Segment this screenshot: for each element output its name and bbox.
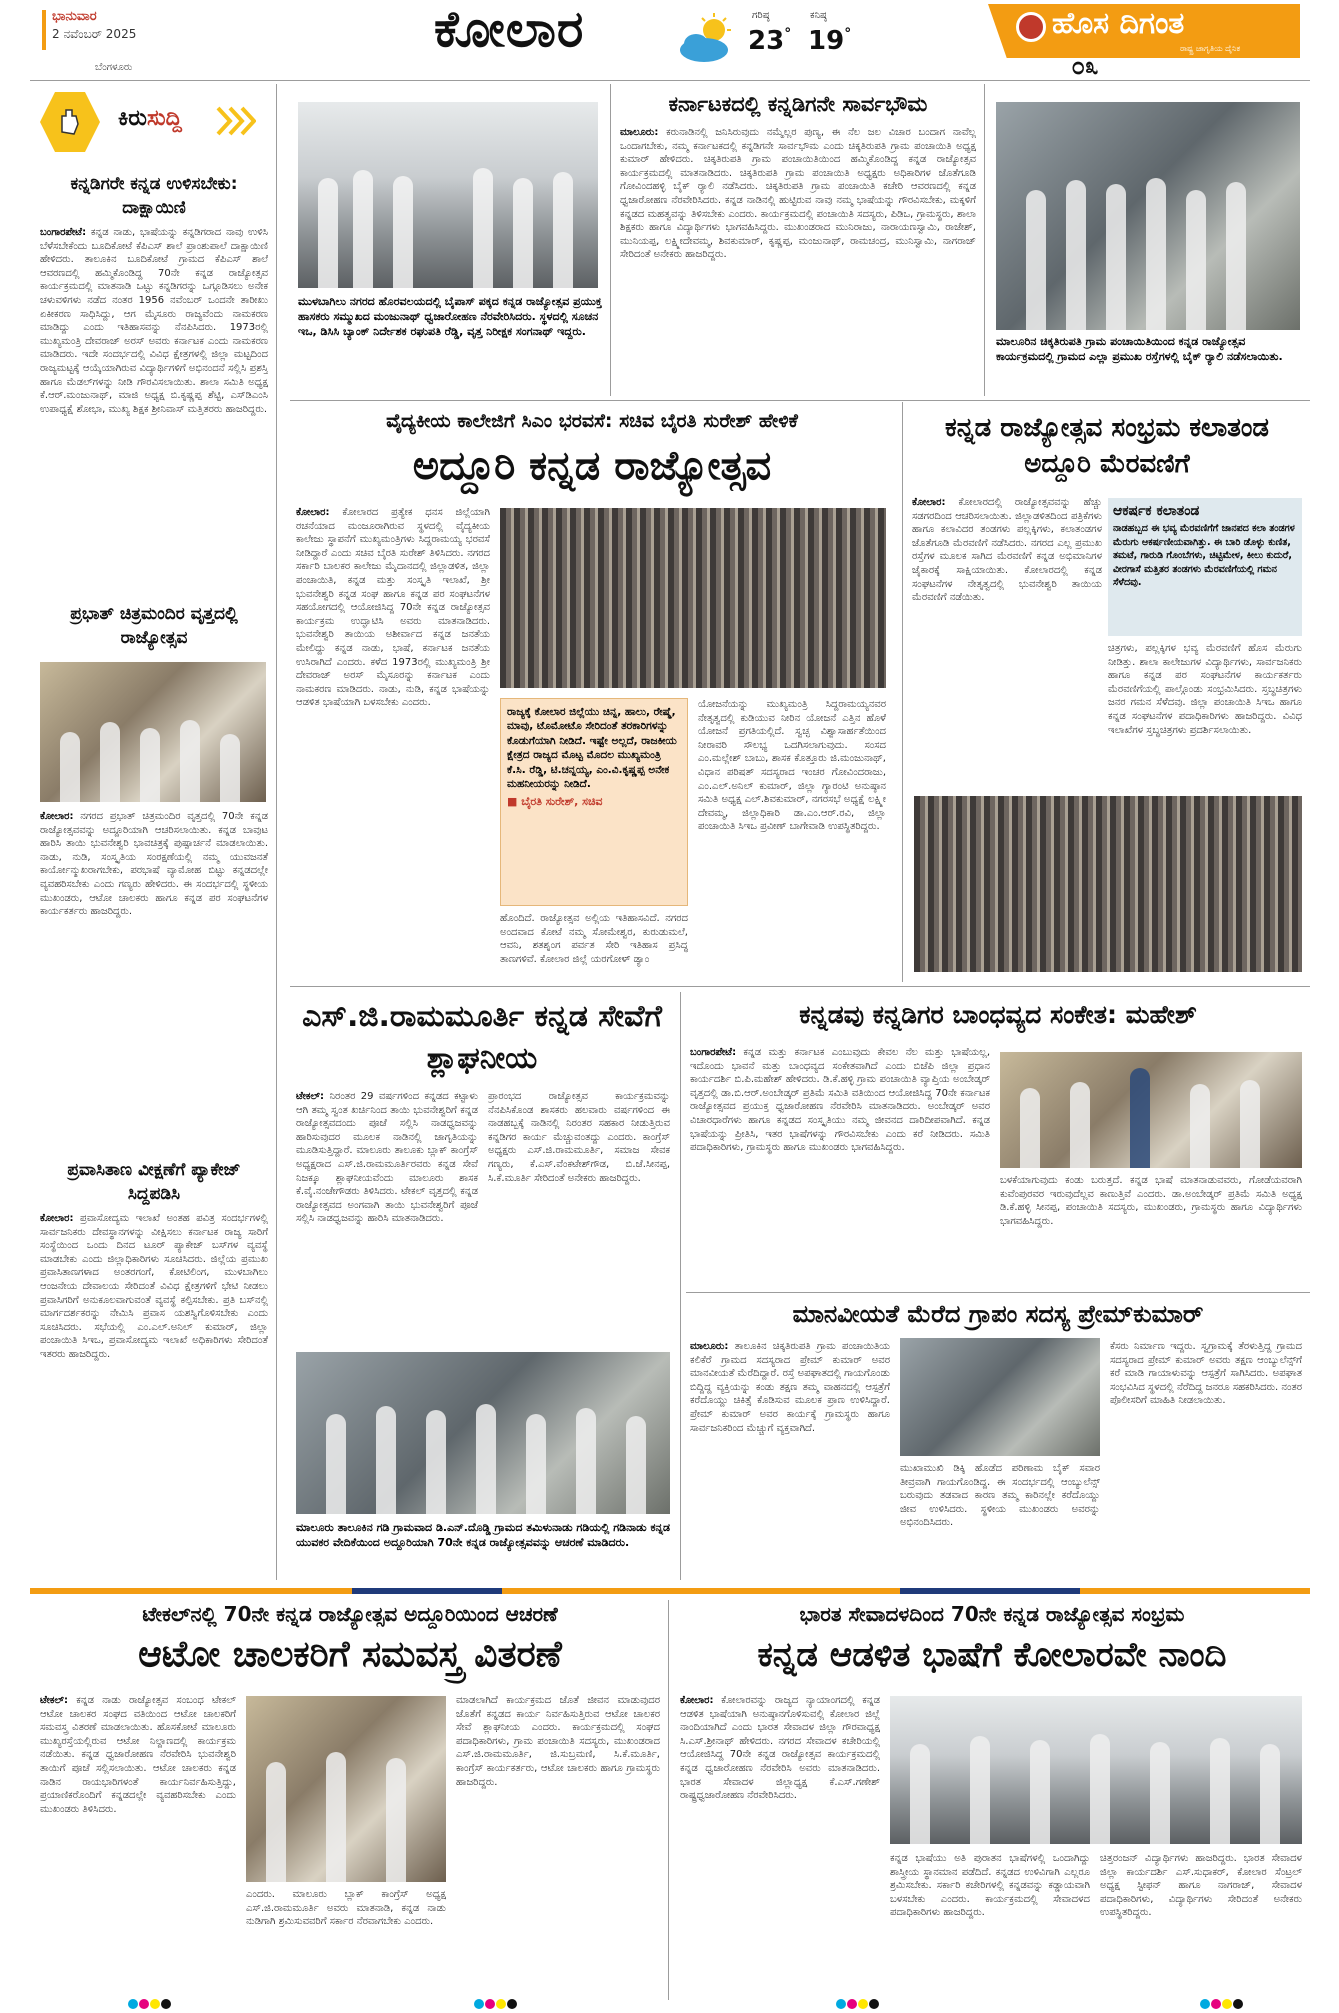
weather-min-value: 19 bbox=[808, 26, 845, 56]
lead-title: ಅದ್ದೂರಿ ಕನ್ನಡ ರಾಜ್ಯೋತ್ಸವ bbox=[412, 443, 772, 489]
ramamurthy-body1-text: ನಿರಂತರ 29 ವರ್ಷಗಳಿಂದ ಕನ್ನಡದ ಕಟ್ಟಾಳು ಆಗಿ ತಮ್ಮ ಸ್ವಂತ ಖರ್ಚಿನಿಂದ ತಾಯಿ ಭುವನೇಶ್ವರಿಗೆ ಕನ್ನಡ ರಾಜ್ಯೋತ್ಸವದಂದು ಪೂಜೆ ಸಲ್ಲಿಸಿ ನಾಡಧ್ವಜವನ್ನು ಹಾರಿಸುವುದರ ಮೂಲಕ ನಾಡಿನಲ್ಲಿ ಜಾಗೃತಿಯನ್ನು ಮೂಡಿಸುತ್ತಿದ್ದಾರೆ. ಮಾಲೂರು ತಾಲೂಕು ಬ್ಲಾಕ್ ಕಾಂಗ್ರೆಸ್ ಅಧ್ಯಕ್ಷರಾದ ಎಸ್.ಜಿ.ರಾಮಮೂರ್ತಿರವರು ಕನ್ನಡ ಸೇವೆ ನಿಜಕ್ಕೂ ಶ್ಲಾಘನೀಯವೆಂದು ಮಾಲೂರು ಶಾಸಕ ಕೆ.ವೈ.ನಂಜೇಗೌಡರು ತಿಳಿಸಿದರು. ಟೇಕಲ್ ವೃತ್ತದಲ್ಲಿ ಕನ್ನಡ ರಾಜ್ಯೋತ್ಸವದ ಅಂಗವಾಗಿ ತಾಯಿ ಭುವನೇಶ್ವರಿಗೆ ಪೂಜೆ ಸಲ್ಲಿಸಿ ನಾಡಧ್ವಜವನ್ನು ಹಾರಿಸಿ ಮಾತನಾಡಿದರು. bbox=[296, 1091, 478, 1225]
col-divider-mid bbox=[902, 402, 903, 982]
ramamurthy-dateline: ಟೇಕಲ್: bbox=[296, 1091, 325, 1102]
sarvabhauma-title: ಕರ್ನಾಟಕದಲ್ಲಿ ಕನ್ನಡಿಗನೇ ಸಾರ್ವಭೌಮ bbox=[668, 92, 928, 116]
kalatanda-body2: ಚಿತ್ರಗಳು, ಪಲ್ಲಕ್ಕಿಗಳ ಭವ್ಯ ಮೆರವಣಿಗೆ ಹೊಸ ಮೆರುಗು ನೀಡಿತ್ತು. ಶಾಲಾ ಕಾಲೇಜುಗಳ ವಿದ್ಯಾರ್ಥಿಗಳು, ಸಾರ್ವಜನಿಕರು ಹಾಗೂ ಕನ್ನಡ ಪರ ಸಂಘಟನೆಗಳ ಕಾರ್ಯಕರ್ತರು ಮೆರವಣಿಗೆಯಲ್ಲಿ ಪಾಲ್ಗೊಂಡು ಸಂಭ್ರಮಿಸಿದರು. ಸ್ತಬ್ಧಚಿತ್ರಗಳು ಜನರ ಗಮನ ಸೆಳೆದವು. ಜಿಲ್ಲಾ ಪಂಚಾಯಿತಿ ಸಿಇಒ ಹಾಗೂ ಕನ್ನಡ ಸಂಘಟನೆಗಳ ಪದಾಧಿಕಾರಿಗಳು ಹಾಜರಿದ್ದರು. ವಿವಿಧ ಇಲಾಖೆಗಳ ಸ್ತಬ್ಧಚಿತ್ರಗಳು ಪ್ರದರ್ಶಿಸಲಾಯಿತು. bbox=[1108, 643, 1302, 736]
weather-min-unit: ° bbox=[844, 26, 852, 42]
masthead-date: 2 ನವೆಂಬರ್ 2025 bbox=[52, 27, 137, 41]
premkumar-photo bbox=[900, 1338, 1100, 1456]
kirusuddi-logo-a: ಕಿರು bbox=[118, 106, 147, 131]
bottom-left-photo bbox=[246, 1696, 446, 1882]
registration-dots-2 bbox=[474, 1994, 518, 2013]
weather-cloud-icon bbox=[676, 12, 742, 64]
mahesh-dateline: ಬಂಗಾರಪೇಟೆ: bbox=[690, 1047, 737, 1058]
col-divider-bottom bbox=[668, 1600, 669, 2000]
kirusuddi-s2-dateline: ಕೋಲಾರ: bbox=[40, 811, 74, 822]
lead-dateline: ಕೋಲಾರ: bbox=[296, 507, 330, 518]
kalatanda-title: ಕನ್ನಡ ರಾಜ್ಯೋತ್ಸವ ಸಂಭ್ರಮ ಕಲಾತಂಡ ಅದ್ದೂರಿ ಮೆರವಣಿಗೆ bbox=[945, 413, 1269, 479]
mahesh-body2: ಬಳಕೆಯಾಗುವುದು ಕಂಡು ಬರುತ್ತದೆ. ಕನ್ನಡ ಭಾಷೆ ಮಾತನಾಡುವವರು, ಗೋಡೆಯವರಾಗಿ ಕುವೆಂಪುರವರ ಇರುವುದೆಲ್ಲವ ಕಾಣುತ್ತಿವೆ ಎಂದರು. ಡಾ.ಅಂಬೇಡ್ಕರ್ ಪ್ರತಿಮೆ ಸಮಿತಿ ಅಧ್ಯಕ್ಷ ಡಿ.ಕೆ.ಹಳ್ಳಿ ಸೀನಪ್ಪ, ಪಂಚಾಯಿತಿ ಸದಸ್ಯರು, ಮುಖಂಡರು, ಗ್ರಾಮಸ್ಥರು ಹಾಗೂ ವಿದ್ಯಾರ್ಥಿಗಳು ಭಾಗವಹಿಸಿದ್ದರು. bbox=[1000, 1175, 1302, 1227]
masthead-city: ಬೆಂಗಳೂರು bbox=[95, 62, 133, 73]
kirusuddi-chevrons bbox=[216, 106, 256, 136]
bottom-right-body1 bbox=[680, 1694, 880, 1988]
mahesh-body1 bbox=[690, 1046, 990, 1288]
kirusuddi-s2-body bbox=[40, 810, 268, 1152]
gaddi-photo-caption: ಮಾಲೂರು ತಾಲೂಕಿನ ಗಡಿ ಗ್ರಾಮವಾದ ಡಿ.ಎನ್.ದೊಡ್ಡಿ ಗ್ರಾಮದ ತಮಿಳುನಾಡು ಗಡಿಯಲ್ಲಿ ಗಡಿನಾಡು ಕನ್ನಡ ಯುವಕರ ವೇದಿಕೆಯಿಂದ ಅದ್ದೂರಿಯಾಗಿ 70ನೇ ಕನ್ನಡ ರಾಜ್ಯೋತ್ಸವವನ್ನು ಆಚರಣೆ ಮಾಡಿದರು. bbox=[296, 1521, 670, 1549]
bottom-left-body1 bbox=[40, 1694, 236, 1988]
lead-quote-text: ರಾಜ್ಯಕ್ಕೆ ಕೋಲಾರ ಜಿಲ್ಲೆಯು ಚಿನ್ನ, ಹಾಲು, ರೇಷ್ಮೆ, ಮಾವು, ಟೊಮೋಟೊ ಸೇರಿದಂತೆ ತರಕಾರಿಗಳನ್ನು ಕೊಡುಗೆಯಾಗಿ ನೀಡಿದೆ. ಇಷ್ಟೇ ಅಲ್ಲದೆ, ರಾಜಕೀಯ ಕ್ಷೇತ್ರದ ರಾಜ್ಯದ ಮೊಟ್ಟ ಮೊದಲ ಮುಖ್ಯಮಂತ್ರಿ ಕೆ.ಸಿ. ರೆಡ್ಡಿ, ಟಿ.ಚನ್ನಯ್ಯ, ಎಂ.ವಿ.ಕೃಷ್ಣಪ್ಪ ಅನೇಕ ಮಹನೀಯರನ್ನು ನೀಡಿದೆ. bbox=[507, 706, 677, 791]
lead-quote-box bbox=[500, 698, 688, 906]
bottom-left-title: ಆಟೋ ಚಾಲಕರಿಗೆ ಸಮವಸ್ತ್ರ ವಿತರಣೆ bbox=[138, 1634, 562, 1675]
lead-photo bbox=[500, 508, 886, 688]
gaddi-photo bbox=[296, 1352, 670, 1514]
bottom-left-body1-text: ಕನ್ನಡ ನಾಡು ರಾಜ್ಯೋತ್ಸವ ಸಂಬಂಧ ಟೇಕಲ್ ಆಟೋ ಚಾಲಕರ ಸಂಘದ ವತಿಯಿಂದ ಆಟೋ ಚಾಲಕರಿಗೆ ಸಮವಸ್ತ್ರ ವಿತರಣೆ ಮಾಡಲಾಯಿತು. ಹೊಸಕೋಟೆ ಮಾಲೂರು ಮುಖ್ಯರಸ್ತೆಯಲ್ಲಿರುವ ಆಟೋ ನಿಲ್ದಾಣದಲ್ಲಿ ಕಾರ್ಯಕ್ರಮ ನಡೆಯಿತು. ಕನ್ನಡ ಧ್ವಜಾರೋಹಣ ನೆರವೇರಿಸಿ ಭುವನೇಶ್ವರಿ ತಾಯಿಗೆ ಪೂಜೆ ಸಲ್ಲಿಸಲಾಯಿತು. ಆಟೋ ಚಾಲಕರು ಕನ್ನಡ ನಾಡಿನ ರಾಯಭಾರಿಗಳಂತೆ ಕಾರ್ಯನಿರ್ವಹಿಸುತ್ತಿದ್ದು, ಪ್ರಯಾಣಿಕರೊಂದಿಗೆ ಕನ್ನಡದಲ್ಲೇ ವ್ಯವಹರಿಸಬೇಕು ಎಂದು ಮುಖಂಡರು ತಿಳಿಸಿದರು. bbox=[40, 1695, 236, 1815]
registration-dots-4 bbox=[1200, 1994, 1244, 2013]
bottom-right-photo bbox=[890, 1696, 1302, 1844]
ramamurthy-title: ಎಸ್.ಜಿ.ರಾಮಮೂರ್ತಿ ಕನ್ನಡ ಸೇವೆಗೆ ಶ್ಲಾಘನೀಯ bbox=[302, 999, 662, 1076]
top-photo-2-caption: ಮಾಲೂರಿನ ಚಿಕ್ಕತಿರುಪತಿ ಗ್ರಾಮ ಪಂಚಾಯಿತಿಯಿಂದ ಕನ್ನಡ ರಾಜ್ಯೋತ್ಸವ ಕಾರ್ಯಕ್ರಮದಲ್ಲಿ ಗ್ರಾಮದ ಎಲ್ಲಾ ಪ್ರಮುಖ ರಸ್ತೆಗಳಲ್ಲಿ ಬೈಕ್ ರ‍್ಯಾಲಿ ನಡೆಸಲಾಯಿತು. bbox=[996, 335, 1283, 363]
mid-row-rule bbox=[290, 986, 1310, 987]
col-divider-left bbox=[276, 84, 277, 1580]
premkumar-body2: ಕೆಸರು ನಿರ್ಮಾಣ ಇದ್ದರು. ಸ್ವಗ್ರಾಮಕ್ಕೆ ತೆರಳುತ್ತಿದ್ದ ಗ್ರಾಮದ ಸದಸ್ಯರಾದ ಪ್ರೇಮ್ ಕುಮಾರ್ ಅವರು ತಕ್ಷಣ ಆಂಬ್ಯುಲೆನ್ಸ್‌ಗೆ ಕರೆ ಮಾಡಿ ಗಾಯಾಳುವನ್ನು ಆಸ್ಪತ್ರೆಗೆ ಸಾಗಿಸಿದರು. ಅಪಘಾತ ಸಂಭವಿಸಿದ ಸ್ಥಳದಲ್ಲಿ ನೆರೆದಿದ್ದ ಜನರೂ ಸಹಕರಿಸಿದರು. ನಂತರ ಪೊಲೀಸರಿಗೆ ಮಾಹಿತಿ ನೀಡಲಾಯಿತು. bbox=[1110, 1341, 1302, 1407]
lead-col3: ಹೊಂದಿದೆ. ರಾಜ್ಯೋತ್ಸವ ಅಲ್ಲಿಯ ಇತಿಹಾಸವಿದೆ. ನಗರದ ಅಂದವಾದ ಕೋಟೆ ನಮ್ಮ ಸೋಮೇಶ್ವರ, ಕುರುಡುಮಲೆ, ಆವನಿ, ಶತಶೃಂಗ ಪರ್ವತ ಸೇರಿ ಇತಿಹಾಸ ಪ್ರಸಿದ್ಧ ತಾಣಗಳಿವೆ. ಕೋಲಾರ ಜಿಲ್ಲೆ ಯರಗೋಳ್ ಡ್ಯಾಂ bbox=[500, 913, 688, 965]
premkumar-body1-text: ತಾಲೂಕಿನ ಚಿಕ್ಕತಿರುಪತಿ ಗ್ರಾಮ ಪಂಚಾಯಿತಿಯ ಕಲಿಕೆರೆ ಗ್ರಾಮದ ಸದಸ್ಯರಾದ ಪ್ರೇಮ್ ಕುಮಾರ್ ಅವರ ಮಾನವೀಯತೆ ಮೆರೆದಿದ್ದಾರೆ. ರಸ್ತೆ ಅಪಘಾತದಲ್ಲಿ ಗಾಯಗೊಂಡು ಬಿದ್ದಿದ್ದ ವ್ಯಕ್ತಿಯನ್ನು ಕಂಡು ತಕ್ಷಣ ತಮ್ಮ ವಾಹನದಲ್ಲಿ ಆಸ್ಪತ್ರೆಗೆ ಕರೆದೊಯ್ದು ಚಿಕಿತ್ಸೆ ಕೊಡಿಸುವ ಮೂಲಕ ಪ್ರಾಣ ಉಳಿಸಿದ್ದಾರೆ. ಪ್ರೇಮ್ ಕುಮಾರ್ ಅವರ ಕಾರ್ಯಕ್ಕೆ ಗ್ರಾಮಸ್ಥರು ಹಾಗೂ ಸಾರ್ವಜನಿಕರಿಂದ ಮೆಚ್ಚುಗೆ ವ್ಯಕ್ತವಾಗಿದೆ. bbox=[690, 1341, 890, 1434]
bottom-left-body3: ಎಂದರು. ಮಾಲೂರು ಬ್ಲಾಕ್ ಕಾಂಗ್ರೆಸ್ ಅಧ್ಯಕ್ಷ ಎಸ್.ಜಿ.ರಾಮಮೂರ್ತಿ ಅವರು ಮಾತನಾಡಿ, ಕನ್ನಡ ನಾಡು ನುಡಿಗಾಗಿ ಶ್ರಮಿಸುವವರಿಗೆ ಸರ್ಕಾರ ನೆರವಾಗಬೇಕು ಎಂದರು. bbox=[246, 1889, 446, 1928]
edition-title: ಕೋಲಾರ bbox=[434, 0, 585, 58]
kirusuddi-s3-title: ಪ್ರವಾಸಿತಾಣ ವೀಕ್ಷಣೆಗೆ ಪ್ಯಾಕೇಜ್ ಸಿದ್ದಪಡಿಸಿ bbox=[67, 1160, 241, 1204]
mahesh-rule bbox=[686, 1292, 1310, 1293]
ramamurthy-body1 bbox=[296, 1090, 478, 1328]
section-bar-blue bbox=[352, 1588, 502, 1594]
brand-emblem-icon bbox=[1016, 12, 1046, 42]
kirusuddi-hand-icon bbox=[40, 92, 100, 152]
weather-max bbox=[748, 26, 791, 56]
masthead-day: ಭಾನುವಾರ bbox=[52, 9, 97, 24]
premkumar-body3: ಮುಖಾಮುಖಿ ಡಿಕ್ಕಿ ಹೊಡೆದ ಪರಿಣಾಮ ಬೈಕ್ ಸವಾರ ತೀವ್ರವಾಗಿ ಗಾಯಗೊಂಡಿದ್ದ. ಈ ಸಂದರ್ಭದಲ್ಲಿ ಆಂಬ್ಯುಲೆನ್ಸ್ ಬರುವುದು ತಡವಾದ ಕಾರಣ ತಮ್ಮ ಕಾರಿನಲ್ಲೇ ಕರೆದೊಯ್ದು ಜೀವ ಉಳಿಸಿದರು. ಸ್ಥಳೀಯ ಮುಖಂಡರು ಅವರನ್ನು ಅಭಿನಂದಿಸಿದರು. bbox=[900, 1463, 1100, 1529]
bottom-right-dateline: ಕೋಲಾರ: bbox=[680, 1695, 714, 1706]
col-divider-lower bbox=[680, 992, 681, 1580]
prabhat-photo bbox=[40, 662, 266, 802]
kirusuddi-s1-dateline: ಬಂಗಾರಪೇಟೆ: bbox=[40, 227, 87, 238]
kalatanda-dateline: ಕೋಲಾರ: bbox=[912, 497, 946, 508]
kalatanda-body1-text: ಕೋಲಾರದಲ್ಲಿ ರಾಜ್ಯೋತ್ಸವವನ್ನು ಹೆಚ್ಚು ಸಡಗರದಿಂದ ಆಚರಿಸಲಾಯಿತು. ಜಿಲ್ಲಾಡಳಿತದಿಂದ ಪತ್ರಿಕೆಗಳು ಹಾಗೂ ಕಲಾವಿದರ ತಂಡಗಳು ಪಲ್ಲಕ್ಕಿಗಳು, ಕಲಾತಂಡಗಳ ಜೊತೆಗೂಡಿ ಮೆರವಣಿಗೆ ನಡೆಸಿದರು. ನಗರದ ಎಲ್ಲ ಪ್ರಮುಖ ರಸ್ತೆಗಳ ಮೂಲಕ ಸಾಗಿದ ಮೆರವಣಿಗೆ ಕನ್ನಡ ಅಭಿಮಾನಿಗಳ ಜೈಕಾರಕ್ಕೆ ಸಾಕ್ಷಿಯಾಯಿತು. ಕೋಲಾರದಲ್ಲಿ ಕನ್ನಡ ಸಂಘಟನೆಗಳ ನೇತೃತ್ವದಲ್ಲಿ ಭುವನೇಶ್ವರಿ ತಾಯಿಯ ಮೆರವಣಿಗೆ ನಡೆಯಿತು. bbox=[912, 497, 1102, 604]
kirusuddi-s3-text: ಪ್ರವಾಸೋದ್ಯಮ ಇಲಾಖೆ ಅಂತಹ ಪವಿತ್ರ ಸಂದರ್ಭಗಳಲ್ಲಿ ಸಾರ್ವಜನಿಕರು ದೇವಸ್ಥಾನಗಳನ್ನು ವೀಕ್ಷಿಸಲು ಕರ್ನಾಟಕ ರಾಜ್ಯ ಸಾರಿಗೆ ಸಂಸ್ಥೆಯಿಂದ ಒಂದು ದಿನದ ಟೂರ್ ಪ್ಯಾಕೇಜ್ ಬಸ್‌ಗಳ ವ್ಯವಸ್ಥೆ ಮಾಡಬೇಕು ಎಂದು ಜಿಲ್ಲಾಧಿಕಾರಿಗಳು ಸೂಚಿಸಿದರು. ಜಿಲ್ಲೆಯ ಪ್ರಮುಖ ಪ್ರವಾಸಿತಾಣಗಳಾದ ಅಂತರಗಂಗೆ, ಕೋಟಿಲಿಂಗ, ಮುಳಬಾಗಿಲು ಆಂಜನೇಯ ದೇವಾಲಯ ಸೇರಿದಂತೆ ವಿವಿಧ ಕ್ಷೇತ್ರಗಳಿಗೆ ಭೇಟಿ ನೀಡಲು ಪ್ರವಾಸಿಗರಿಗೆ ಅನುಕೂಲವಾಗುವಂತೆ ವ್ಯವಸ್ಥೆ ಕಲ್ಪಿಸಬೇಕು. ಪ್ರತಿ ಬಸ್‌ನಲ್ಲಿ ಮಾರ್ಗದರ್ಶಕರನ್ನು ನೇಮಿಸಿ ಪ್ರವಾಸ ಯಶಸ್ವಿಗೊಳಿಸಬೇಕು ಎಂದು ಸೂಚಿಸಿದರು. ಸಭೆಯಲ್ಲಿ ಎಂ.ಎಲ್.ಅನಿಲ್ ಕುಮಾರ್, ಜಿಲ್ಲಾ ಪಂಚಾಯಿತಿ ಸಿಇಒ, ಪ್ರವಾಸೋದ್ಯಮ ಇಲಾಖೆ ಅಧಿಕಾರಿಗಳು ಸೇರಿದಂತೆ ಇತರರು ಹಾಜರಿದ್ದರು. bbox=[40, 1213, 268, 1360]
kirusuddi-s3-body bbox=[40, 1212, 268, 1580]
mahesh-body1-text: ಕನ್ನಡ ಮತ್ತು ಕರ್ನಾಟಕ ಎಂಬುವುದು ಕೇವಲ ನೆಲ ಮತ್ತು ಭಾಷೆಯಲ್ಲ, ಇದೊಂದು ಭಾವನೆ ಮತ್ತು ಬಾಂಧವ್ಯದ ಸಂಕೇತವಾಗಿದೆ ಎಂದು ಬಿಜೆಪಿ ಜಿಲ್ಲಾ ಪ್ರಧಾನ ಕಾರ್ಯದರ್ಶಿ ಬಿ.ಪಿ.ಮಹೇಶ್ ಹೇಳಿದರು. ಡಿ.ಕೆ.ಹಳ್ಳಿ ಗ್ರಾಮ ಪಂಚಾಯಿತಿ ವ್ಯಾಪ್ತಿಯ ಅಂಬೇಡ್ಕರ್ ವೃತ್ತದಲ್ಲಿ ಡಾ.ಬಿ.ಆರ್.ಅಂಬೇಡ್ಕರ್ ಪ್ರತಿಮೆ ಸಮಿತಿ ವತಿಯಿಂದ ಆಯೋಜಿಸಿದ್ದ 70ನೇ ಕರ್ನಾಟಕ ರಾಜ್ಯೋತ್ಸವದ ಪ್ರಯುಕ್ತ ಧ್ವಜಾರೋಹಣ ನೆರವೇರಿಸಿ ಮಾತನಾಡಿದರು. ಅಂಬೇಡ್ಕರ್ ಅವರ ವಿಚಾರಧಾರೆಗಳು ಹಾಗೂ ಕನ್ನಡದ ಸಂಸ್ಕೃತಿಯು ನಮ್ಮ ಜೀವನದ ದಾರಿದೀಪವಾಗಿದೆ. ಕನ್ನಡ ಭಾಷೆಯನ್ನು ಪ್ರೀತಿಸಿ, ಇತರ ಭಾಷೆಗಳನ್ನು ಗೌರವಿಸಬೇಕು ಎಂದು ಕರೆ ನೀಡಿದರು. ಸಮಿತಿ ಪದಾಧಿಕಾರಿಗಳು, ಗ್ರಾಮಸ್ಥರು ಹಾಗೂ ಮುಖಂಡರು ಭಾಗವಹಿಸಿದ್ದರು. bbox=[690, 1047, 990, 1154]
kirusuddi-s1-title: ಕನ್ನಡಿಗರೇ ಕನ್ನಡ ಉಳಿಸಬೇಕು: ದಾಕ್ಷಾಯಿಣಿ bbox=[70, 174, 238, 218]
weather-max-label: ಗರಿಷ್ಠ bbox=[752, 10, 770, 21]
lead-col1-text: ಕೋಲಾರದ ಪ್ರತ್ಯೇಕ ಧನಸ ಜಿಲ್ಲೆಯಾಗಿ ರಚನೆಯಾದ ಮಂಜೂರಾಗಿರುವ ಸ್ಥಳದಲ್ಲಿ ವೈದ್ಯಕೀಯ ಕಾಲೇಜು ಸ್ಥಾಪನೆಗೆ ಮುಖ್ಯಮಂತ್ರಿಗಳು ಸಿದ್ದರಾಮಯ್ಯ ಭರವಸೆ ನೀಡಿದ್ದಾರೆ ಎಂದು ಸಚಿವ ಬೈರತಿ ಸುರೇಶ್ ತಿಳಿಸಿದರು. ನಗರದ ಸರ್ಕಾರಿ ಬಾಲಕರ ಕಾಲೇಜು ಮೈದಾನದಲ್ಲಿ ಜಿಲ್ಲಾಡಳಿತ, ಜಿಲ್ಲಾ ಪಂಚಾಯಿತಿ, ಕನ್ನಡ ಮತ್ತು ಸಂಸ್ಕೃತಿ ಇಲಾಖೆ, ಶ್ರೀ ಭುವನೇಶ್ವರಿ ಕನ್ನಡ ಸಂಘ ಹಾಗೂ ಕನ್ನಡ ಪರ ಸಂಘಟನೆಗಳ ಸಹಯೋಗದಲ್ಲಿ ಆಯೋಜಿಸಿದ್ದ 70ನೇ ಕನ್ನಡ ರಾಜ್ಯೋತ್ಸವ ಕಾರ್ಯಕ್ರಮ ಉದ್ಘಾಟಿಸಿ ಅವರು ಮಾತನಾಡಿದರು. ಭುವನೇಶ್ವರಿ ತಾಯಿಯ ಅಶೀರ್ವಾದ ಕನ್ನಡ ಜನತೆಯ ಮೇಲಿದ್ದು ಕನ್ನಡ ನಾಡು, ಭಾಷೆ, ಕರ್ನಾಟಕ ಜನತೆಯ ಉಸಿರಾಗಿದೆ ಎಂದರು. ಕಳೆದ 1973ರಲ್ಲಿ ಮುಖ್ಯಮಂತ್ರಿ ಶ್ರೀ ದೇವರಾಜ್ ಅರಸ್ ಮೈಸೂರನ್ನು ಕರ್ನಾಟಕ ಎಂದು ನಾಮಕರಣ ಮಾಡಿದರು. ನಾಡು, ನುಡಿ, ಕನ್ನಡ ಭಾಷೆಯನ್ನು ಆಡಳಿತ ಭಾಷೆಯಾಗಿ ಬಳಸಬೇಕು ಎಂದರು. bbox=[296, 507, 490, 709]
brand-tagline: ರಾಷ್ಟ್ರ ಜಾಗೃತಿಯ ದೈನಿಕ bbox=[1180, 44, 1241, 53]
registration-dots-1 bbox=[128, 1994, 172, 2013]
weather-max-value: 23 bbox=[748, 26, 785, 56]
masthead bbox=[0, 0, 1339, 80]
mahesh-photo bbox=[1000, 1052, 1302, 1168]
top-photo-1 bbox=[298, 102, 598, 288]
kirusuddi-s3-dateline: ಕೋಲಾರ: bbox=[40, 1213, 74, 1224]
kirusuddi-logo-b: ಸುದ್ದಿ bbox=[146, 106, 182, 131]
bottom-right-body3: ಚಿತ್ತರಂಜನ್ ವಿದ್ಯಾರ್ಥಿಗಳು ಹಾಜರಿದ್ದರು. ಭಾರತ ಸೇವಾದಳ ಜಿಲ್ಲಾ ಕಾರ್ಯದರ್ಶಿ ಎಸ್.ಸುಧಾಕರ್, ಕೋಲಾರ ಸೆಂಟ್ರಲ್ ಅಧ್ಯಕ್ಷ ಸ್ಟೀಫನ್ ಹಾಗೂ ನಾಗರಾಜ್, ಸೇವಾದಳ ಪದಾಧಿಕಾರಿಗಳು, ವಿದ್ಯಾರ್ಥಿಗಳು ಸೇರಿದಂತೆ ಅನೇಕರು ಉಪಸ್ಥಿತರಿದ್ದರು. bbox=[1100, 1853, 1302, 1919]
lead-col1 bbox=[296, 506, 490, 976]
weather-max-unit: ° bbox=[784, 26, 792, 42]
section-bar bbox=[30, 1588, 1310, 1594]
page-number: ೦೩ bbox=[1071, 52, 1099, 80]
top-photo-1-caption: ಮುಳಬಾಗಿಲು ನಗರದ ಹೊರವಲಯದಲ್ಲಿ ಬೈಪಾಸ್ ಪಕ್ಕದ ಕನ್ನಡ ರಾಜ್ಯೋತ್ಸವ ಪ್ರಯುಕ್ತ ಹಾಸಕರು ಸಮ್ಮುಖದ ಮಂಜುನಾಥ್ ಧ್ವಜಾರೋಹಣ ನೆರವೇರಿಸಿದರು. ಸ್ಥಳದಲ್ಲಿ ಸೂಚನ ಇಒ, ಡಿಸಿಸಿ ಬ್ಯಾಂಕ್ ನಿರ್ದೇಶಕ ರಘುಪತಿ ರೆಡ್ಡಿ, ವೃತ್ತ ನಿರೀಕ್ಷಕ ಸಂಗನಾಥ್ ಇದ್ದರು. bbox=[298, 295, 602, 338]
kirusuddi-s2-title: ಪ್ರಭಾತ್ ಚಿತ್ರಮಂದಿರ ವೃತ್ತದಲ್ಲಿ ರಾಜ್ಯೋತ್ಸವ bbox=[70, 604, 238, 648]
kalatanda-box bbox=[1108, 498, 1302, 636]
brand-name: ಹೊಸ ದಿಗಂತ bbox=[1052, 6, 1185, 41]
kirusuddi-s1-text: ಕನ್ನಡ ನಾಡು, ಭಾಷೆಯನ್ನು ಕನ್ನಡಿಗರಾದ ನಾವು ಉಳಿಸಿ ಬೆಳೆಸಬೇಕೆಂದು ಬೂದಿಕೋಟೆ ಕೆಪಿಎಸ್ ಶಾಲೆ ಪ್ರಾಂಶುಪಾಲೆ ದಾಕ್ಷಾಯಿಣಿ ಹೇಳಿದರು. ತಾಲೂಕಿನ ಬೂದಿಕೋಟೆ ಗ್ರಾಮದ ಕೆಪಿಎಸ್ ಶಾಲೆ ಆವರಣದಲ್ಲಿ ಹಮ್ಮಿಕೊಂಡಿದ್ದ 70ನೇ ಕನ್ನಡ ರಾಜ್ಯೋತ್ಸವ ಕಾರ್ಯಕ್ರಮದಲ್ಲಿ ಮಾತನಾಡಿ ಒಟ್ಟು ಕನ್ನಡಿಗರನ್ನು ಒಗ್ಗೂಡಿಸಲು ಅನೇಕ ಚಳುವಳಿಗಳು ನಡೆದ ನಂತರ 1956 ನವೆಂಬರ್ ಒಂದನೇ ತಾರೀಖು ಏಕೀಕರಣ ಸಾಧಿಸಿದ್ದು, ಆಗ ಮೈಸೂರು ರಾಜ್ಯವೆಂದು ನಾಮಕರಣ ಮಾಡಿದ್ದು ಎಂದು ಇತಿಹಾಸವನ್ನು ನೆನಪಿಸಿದರು. 1973ರಲ್ಲಿ ಮುಖ್ಯಮಂತ್ರಿ ದೇವರಾಜ್ ಅರಸ್ ಅವರು ಕರ್ನಾಟಕ ಎಂದು ನಾಮಕರಣ ಮಾಡಿದರು. ಇದೇ ಸಂದರ್ಭದಲ್ಲಿ ವಿವಿಧ ಕ್ಷೇತ್ರಗಳಲ್ಲಿ ಜಿಲ್ಲಾ ಮಟ್ಟದಿಂದ ರಾಜ್ಯಮಟ್ಟಕ್ಕೆ ಆಯ್ಕೆಯಾಗಿರುವ ವಿದ್ಯಾರ್ಥಿಗಳಿಗೆ ಅಭಿನಂದನೆ ಸಲ್ಲಿಸಿ ಪ್ರಶಸ್ತಿ ಹಾಗೂ ಮೆಡಲ್‌ಗಳನ್ನು ನೀಡಿ ಗೌರವಿಸಲಾಯಿತು. ಶಾಲಾ ಸಮಿತಿ ಅಧ್ಯಕ್ಷ ಕೆ.ಆರ್.ಮಂಜುನಾಥ್, ಮಾಜಿ ಅಧ್ಯಕ್ಷ ಬಿ.ಕೃಷ್ಣಪ್ಪ ಶೆಟ್ಟಿ, ಎಸ್‌ಡಿಎಂಸಿ ಉಪಾಧ್ಯಕ್ಷೆ ಶೋಭಾ, ಮುಖ್ಯ ಶಿಕ್ಷಕ ಶ್ರೀನಿವಾಸ್ ಮತ್ತಿತರರು ಹಾಜರಿದ್ದರು. bbox=[40, 227, 268, 415]
sarvabhauma-dateline: ಮಾಲೂರು: bbox=[620, 127, 659, 138]
top-row-rule bbox=[290, 400, 1310, 401]
kirusuddi-logo bbox=[40, 92, 260, 156]
bottom-right-title: ಕನ್ನಡ ಆಡಳಿತ ಭಾಷೆಗೆ ಕೋಲಾರವೇ ನಾಂದಿ bbox=[757, 1635, 1227, 1675]
bottom-left-dateline: ಟೇಕಲ್: bbox=[40, 1695, 69, 1706]
kalatanda-box-title: ಆಕರ್ಷಕ ಕಲಾತಂಡ bbox=[1113, 503, 1200, 519]
col-divider-top-mid bbox=[610, 84, 611, 396]
premkumar-title: ಮಾನವೀಯತೆ ಮೆರೆದ ಗ್ರಾಪಂ ಸದಸ್ಯ ಪ್ರೇಮ್‌ಕುಮಾರ್ bbox=[792, 1300, 1204, 1328]
kirusuddi-s1-body bbox=[40, 226, 268, 598]
lead-kicker: ವೈದ್ಯಕೀಯ ಕಾಲೇಜಿಗೆ ಸಿಎಂ ಭರವಸೆ: ಸಚಿವ ಬೈರತಿ ಸುರೇಶ್ ಹೇಳಿಕೆ bbox=[386, 410, 798, 432]
col-divider-top-right bbox=[984, 84, 985, 396]
date-bar-accent bbox=[42, 10, 46, 50]
registration-dots-3 bbox=[836, 1994, 880, 2013]
weather-min bbox=[808, 26, 851, 56]
section-bar-dark bbox=[900, 1588, 1080, 1594]
weather-min-label: ಕನಿಷ್ಠ bbox=[810, 10, 827, 21]
kalatanda-photo bbox=[914, 796, 1302, 972]
kalatanda-box-body: ನಾಡಹಬ್ಬದ ಈ ಭವ್ಯ ಮೆರವಣಿಗೆಗೆ ಜಾನಪದ ಕಲಾ ತಂಡಗಳ ಮೆರುಗು ಆಕರ್ಷಣೀಯವಾಗಿತ್ತು. ಈ ಬಾರಿ ಡೊಳ್ಳು ಕುಣಿತ, ತಮಟೆ, ಗಾರುಡಿ ಗೊಂಬೆಗಳು, ಚಿಟ್ಟಿಮೇಳ, ಕೀಲು ಕುದುರೆ, ವೀರಗಾಸೆ ಮತ್ತಿತರ ತಂಡಗಳು ಮೆರವಣಿಗೆಯಲ್ಲಿ ಗಮನ ಸೆಳೆದವು. bbox=[1113, 523, 1295, 588]
sarvabhauma-text: ಕರುನಾಡಿನಲ್ಲಿ ಜನಿಸಿರುವುದು ನಮ್ಮೆಲ್ಲರ ಪುಣ್ಯ, ಈ ನೆಲ ಜಲ ವಿಚಾರ ಬಂದಾಗ ನಾವೆಲ್ಲ ಒಂದಾಗಬೇಕು, ನಮ್ಮ ಕರ್ನಾಟಕದಲ್ಲಿ ಕನ್ನಡಿಗನೇ ಸಾರ್ವಭೌಮ ಎಂದು ಚಿಕ್ಕತಿರುಪತಿ ಗ್ರಾಮ ಪಂಚಾಯಿತಿ ಅಧ್ಯಕ್ಷ ಕುಮಾರ್ ಹೇಳಿದರು. ಚಿಕ್ಕತಿರುಪತಿ ಗ್ರಾಮ ಪಂಚಾಯಿತಿಯಿಂದ ಹಮ್ಮಿಕೊಂಡಿದ್ದ ಕನ್ನಡ ರಾಜ್ಯೋತ್ಸವ ಕಾರ್ಯಕ್ರಮದಲ್ಲಿ ಮಾತನಾಡಿದರು. ಚಿಕ್ಕತಿರುಪತಿ ಗ್ರಾಮ ಪಂಚಾಯಿತಿ ಅಧ್ಯಕ್ಷರು ಅಧಿಕಾರಿಗಳ ಜೊತೆಗೂಡಿ ಗೋವಿಂದಹಳ್ಳಿ ಬೈಕ್ ರ‍್ಯಾಲಿ ನಡೆಸಿದರು. ಚಿಕ್ಕತಿರುಪತಿ ಗ್ರಾಮ ಪಂಚಾಯಿತಿ ಕಚೇರಿ ಆವರಣದಲ್ಲಿ ಕನ್ನಡ ಧ್ವಜಾರೋಹಣ ನೆರವೇರಿಸಿದರು. ಕನ್ನಡ ನಾಡಿನಲ್ಲಿ ಹುಟ್ಟಿರುವ ನಾವು ನಮ್ಮ ಭಾಷೆಯನ್ನು ಗೌರವಿಸಬೇಕು, ಮಕ್ಕಳಿಗೆ ಕನ್ನಡದ ಮಹತ್ವವನ್ನು ತಿಳಿಸಬೇಕು ಎಂದರು. ಕಾರ್ಯಕ್ರಮದಲ್ಲಿ ಪಂಚಾಯಿತಿ ಸದಸ್ಯರು, ಪಿಡಿಒ, ಗ್ರಾಮಸ್ಥರು, ಶಾಲಾ ಶಿಕ್ಷಕರು ಹಾಗೂ ವಿದ್ಯಾರ್ಥಿಗಳು ಭಾಗವಹಿಸಿದ್ದರು. ಮುಖಂಡರಾದ ಮುನಿರಾಜು, ನಾರಾಯಣಸ್ವಾಮಿ, ರಾಜೇಶ್, ಮುನಿಯಪ್ಪ, ಲಕ್ಷ್ಮೀದೇವಮ್ಮ, ಶಿವಕುಮಾರ್, ಕೃಷ್ಣಪ್ಪ, ಮಂಜುನಾಥ್, ರಾಮಚಂದ್ರ, ಮುನಿಸ್ವಾಮಿ, ನಾಗರಾಜ್ ಸೇರಿದಂತೆ ಅನೇಕರು ಹಾಜರಿದ್ದರು. bbox=[620, 127, 976, 261]
kalatanda-body1 bbox=[912, 496, 1102, 732]
sarvabhauma-body bbox=[620, 126, 976, 392]
bottom-right-kicker: ಭಾರತ ಸೇವಾದಳದಿಂದ 70ನೇ ಕನ್ನಡ ರಾಜ್ಯೋತ್ಸವ ಸಂಭ್ರಮ bbox=[799, 1602, 1185, 1626]
bottom-left-body2: ಮಾಡಲಾಗಿದೆ ಕಾರ್ಯಕ್ರಮದ ಜೊತೆ ಜೀವನ ಮಾಡುವುದರ ಜೊತೆಗೆ ಕನ್ನಡದ ಕಾರ್ಯ ನಿರ್ವಹಿಸುತ್ತಿರುವ ಆಟೋ ಚಾಲಕರ ಸೇವೆ ಶ್ಲಾಘನೀಯ ಎಂದರು. ಕಾರ್ಯಕ್ರಮದಲ್ಲಿ ಸಂಘದ ಪದಾಧಿಕಾರಿಗಳು, ಗ್ರಾಮ ಪಂಚಾಯಿತಿ ಸದಸ್ಯರು, ಮುಖಂಡರಾದ ಎಸ್.ಜಿ.ರಾಮಮೂರ್ತಿ, ಜಿ.ಸುಬ್ರಮಣಿ, ಸಿ.ಕೆ.ಮೂರ್ತಿ, ಕಾಂಗ್ರೆಸ್ ಕಾರ್ಯಕರ್ತರು, ಆಟೋ ಚಾಲಕರು ಹಾಗೂ ಗ್ರಾಮಸ್ಥರು ಹಾಜರಿದ್ದರು. bbox=[456, 1695, 660, 1788]
premkumar-dateline: ಮಾಲೂರು: bbox=[690, 1341, 729, 1352]
mahesh-title: ಕನ್ನಡವು ಕನ್ನಡಿಗರ ಬಾಂಧವ್ಯದ ಸಂಕೇತ: ಮಹೇಶ್ bbox=[799, 1000, 1197, 1029]
bottom-right-body1-text: ಕೋಲಾರವನ್ನು ರಾಜ್ಯದ ನ್ಯಾಯಾಂಗದಲ್ಲಿ ಕನ್ನಡ ಆಡಳಿತ ಭಾಷೆಯಾಗಿ ಅನುಷ್ಠಾನಗೊಳಿಸುವಲ್ಲಿ ಕೋಲಾರ ಜಿಲ್ಲೆ ನಾಂದಿಯಾಗಿದೆ ಎಂದು ಭಾರತ ಸೇವಾದಳ ಜಿಲ್ಲಾ ಗೌರವಾಧ್ಯಕ್ಷ ಸಿ.ಎಸ್.ಶ್ರೀನಾಥ್ ಹೇಳಿದರು. ನಗರದ ಸೇವಾದಳ ಕಚೇರಿಯಲ್ಲಿ ಆಯೋಜಿಸಿದ್ದ 70ನೇ ಕನ್ನಡ ರಾಜ್ಯೋತ್ಸವ ಕಾರ್ಯಕ್ರಮದಲ್ಲಿ ಕನ್ನಡ ಧ್ವಜಾರೋಹಣ ನೆರವೇರಿಸಿ ಅವರು ಮಾತನಾಡಿದರು. ಭಾರತ ಸೇವಾದಳ ಜಿಲ್ಲಾಧ್ಯಕ್ಷ ಕೆ.ಎಸ್.ಗಣೇಶ್ ರಾಷ್ಟ್ರಧ್ವಜಾರೋಹಣ ನೆರವೇರಿಸಿದರು. bbox=[680, 1695, 880, 1802]
masthead-rule bbox=[30, 80, 1310, 81]
premkumar-body1 bbox=[690, 1340, 890, 1580]
lead-quote-by: ■ ಬೈರತಿ ಸುರೇಶ್, ಸಚಿವ bbox=[507, 795, 603, 809]
ramamurthy-body2: ಪ್ರಾರಂಭದ ರಾಜ್ಯೋತ್ಸವ ಕಾರ್ಯಕ್ರಮವನ್ನು ನೆನಪಿಸಿಕೊಂಡ ಶಾಸಕರು ಹಲವಾರು ವರ್ಷಗಳಿಂದ ಈ ನಾಡಹಬ್ಬಕ್ಕೆ ನಾಡಿನಲ್ಲಿ ನಿರಂತರ ಸಹಕಾರ ನೀಡುತ್ತಿರುವ ಕನ್ನಡಿಗರ ಕಾರ್ಯ ಮೆಚ್ಚುವಂತದ್ದು ಎಂದರು. ಕಾಂಗ್ರೆಸ್ ಅಧ್ಯಕ್ಷರು ಎಸ್.ಜಿ.ರಾಮಮೂರ್ತಿ, ಸಮಾಜ ಸೇವಕ ಗಣ್ಯರು, ಕೆ.ಎಸ್.ವೆಂಕಟೇಶ್‌ಗೌಡ, ಬಿ.ಜೆ.ಸೀನಪ್ಪ, ಸಿ.ಕೆ.ಮೂರ್ತಿ ಸೇರಿದಂತೆ ಅನೇಕರು ಹಾಜರಿದ್ದರು. bbox=[488, 1091, 670, 1184]
kirusuddi-s2-text: ನಗರದ ಪ್ರಭಾತ್ ಚಿತ್ರಮಂದಿರ ವೃತ್ತದಲ್ಲಿ 70ನೇ ಕನ್ನಡ ರಾಜ್ಯೋತ್ಸವವನ್ನು ಅದ್ದೂರಿಯಾಗಿ ಆಚರಿಸಲಾಯಿತು. ಕನ್ನಡ ಬಾವುಟ ಹಾರಿಸಿ ತಾಯಿ ಭುವನೇಶ್ವರಿ ಭಾವಚಿತ್ರಕ್ಕೆ ಪುಷ್ಪಾರ್ಚನೆ ಮಾಡಲಾಯಿತು. ನಾಡು, ನುಡಿ, ಸಂಸ್ಕೃತಿಯ ಸಂರಕ್ಷಣೆಯಲ್ಲಿ ನಮ್ಮ ಯುವಜನತೆ ಕಾರ್ಯೋನ್ಮುಖರಾಗಬೇಕು, ಪರಭಾಷೆ ವ್ಯಾಮೋಹ ಬಿಟ್ಟು ಕನ್ನಡದಲ್ಲೇ ವ್ಯವಹರಿಸಬೇಕು ಎಂದು ಗಣ್ಯರು ಹೇಳಿದರು. ಈ ಸಂದರ್ಭದಲ್ಲಿ ಸ್ಥಳೀಯ ಮುಖಂಡರು, ಆಟೋ ಚಾಲಕರು ಹಾಗೂ ಕನ್ನಡ ಪರ ಸಂಘಟನೆಗಳ ಕಾರ್ಯಕರ್ತರು ಹಾಜರಿದ್ದರು. bbox=[40, 811, 268, 918]
lead-col2: ಯೋಜನೆಯನ್ನು ಮುಖ್ಯಮಂತ್ರಿ ಸಿದ್ದರಾಮಯ್ಯನವರ ನೇತೃತ್ವದಲ್ಲಿ ಕುಡಿಯುವ ನೀರಿನ ಯೋಜನೆ ಎತ್ತಿನ ಹೊಳೆ ಯೋಜನೆ ಪ್ರಗತಿಯಲ್ಲಿದೆ. ಸ್ವಚ್ಛ ವಿಶ್ವಾಸಾರ್ಹತೆಯಿಂದ ನೀರಾವರಿ ಸೌಲಭ್ಯ ಒದಗಿಸಲಾಗುವುದು. ಸಂಸದ ಎಂ.ಮಲ್ಲೇಶ್ ಬಾಬು, ಶಾಸಕ ಕೊತ್ತೂರು ಜಿ.ಮಂಜುನಾಥ್, ವಿಧಾನ ಪರಿಷತ್ ಸದಸ್ಯರಾದ ಇಂಚರ ಗೋವಿಂದರಾಜು, ಎಂ.ಎಲ್.ಅನಿಲ್ ಕುಮಾರ್, ಜಿಲ್ಲಾ ಗ್ಯಾರಂಟಿ ಅನುಷ್ಠಾನ ಸಮಿತಿ ಅಧ್ಯಕ್ಷ ಎಲ್.ಶಿವಕುಮಾರ್, ನಗರಸಭೆ ಅಧ್ಯಕ್ಷೆ ಲಕ್ಷ್ಮೀ ದೇವಮ್ಮ, ಜಿಲ್ಲಾಧಿಕಾರಿ ಡಾ.ಎಂ.ಆರ್.ರವಿ, ಜಿಲ್ಲಾ ಪಂಚಾಯಿತಿ ಸಿಇಒ ಪ್ರವೀಣ್ ಬಾಗೇವಾಡಿ ಉಪಸ್ಥಿತರಿದ್ದರು. bbox=[698, 699, 886, 833]
bottom-right-body2: ಕನ್ನಡ ಭಾಷೆಯು ಅತಿ ಪುರಾತನ ಭಾಷೆಗಳಲ್ಲಿ ಒಂದಾಗಿದ್ದು ಶಾಸ್ತ್ರೀಯ ಸ್ಥಾನಮಾನ ಪಡೆದಿದೆ. ಕನ್ನಡದ ಉಳಿವಿಗಾಗಿ ಎಲ್ಲರೂ ಶ್ರಮಿಸಬೇಕು. ಸರ್ಕಾರಿ ಕಚೇರಿಗಳಲ್ಲಿ ಕನ್ನಡವನ್ನು ಕಡ್ಡಾಯವಾಗಿ ಬಳಸಬೇಕು ಎಂದರು. ಕಾರ್ಯಕ್ರಮದಲ್ಲಿ ಸೇವಾದಳದ ಪದಾಧಿಕಾರಿಗಳು ಹಾಜರಿದ್ದರು. bbox=[890, 1853, 1090, 1919]
top-photo-2 bbox=[996, 102, 1300, 330]
bottom-left-kicker: ಟೇಕಲ್‌ನಲ್ಲಿ 70ನೇ ಕನ್ನಡ ರಾಜ್ಯೋತ್ಸವ ಅದ್ದೂರಿಯಿಂದ ಆಚರಣೆ bbox=[142, 1602, 558, 1626]
